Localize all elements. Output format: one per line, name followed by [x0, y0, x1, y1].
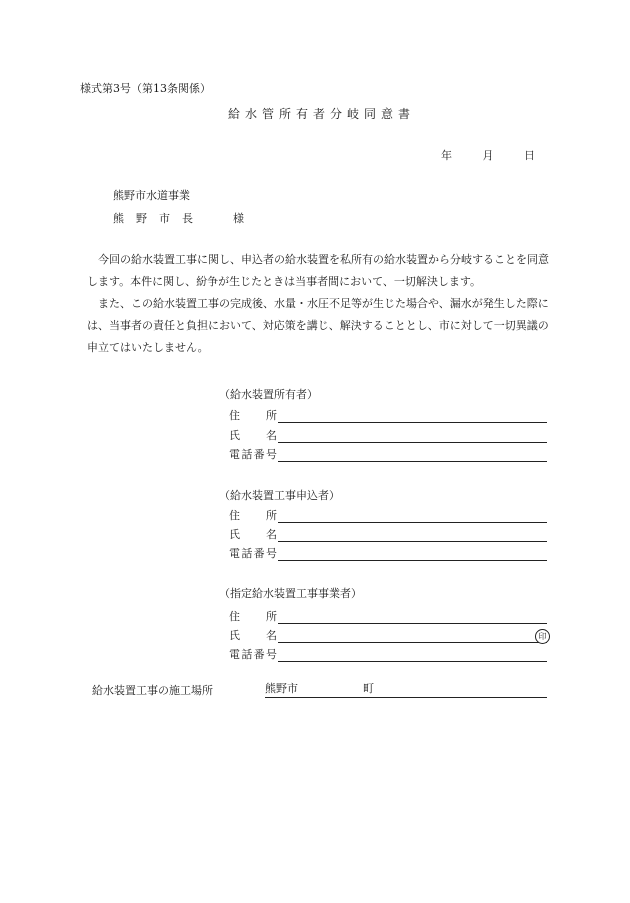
addressee-char-2: 野	[136, 212, 147, 225]
site-city-text: 熊野市	[265, 682, 298, 695]
owner-name-label: 氏 名	[229, 429, 277, 442]
owner-phone-line[interactable]	[278, 447, 547, 462]
form-number-label: 様式第3号（第13条関係）	[80, 82, 211, 95]
addressee-char-4: 長	[182, 212, 193, 225]
date-day-label: 日	[524, 149, 535, 162]
section-title-contractor: （指定給水装置工事事業者）	[219, 587, 362, 600]
contractor-name-label: 氏 名	[229, 629, 277, 642]
owner-phone-field[interactable]	[229, 448, 547, 464]
applicant-phone-label: 電話番号	[229, 547, 277, 560]
owner-name-field[interactable]	[229, 429, 547, 445]
date-year-label: 年	[441, 149, 452, 162]
applicant-phone-field[interactable]	[229, 547, 547, 563]
addressee-organization: 熊野市水道事業	[113, 189, 190, 202]
addressee-mayor	[113, 210, 244, 226]
applicant-address-line[interactable]	[278, 508, 547, 523]
applicant-address-label: 住 所	[229, 509, 277, 522]
applicant-address-field[interactable]	[229, 509, 547, 525]
construction-site-label: 給水装置工事の施工場所	[92, 684, 213, 697]
addressee-char-3: 市	[159, 212, 170, 225]
owner-address-label: 住 所	[229, 409, 277, 422]
contractor-phone-line[interactable]	[278, 647, 547, 662]
owner-name-line[interactable]	[278, 428, 547, 443]
contractor-address-line[interactable]	[278, 609, 547, 624]
document-title: 給水管所有者分岐同意書	[228, 107, 416, 121]
applicant-name-field[interactable]	[229, 528, 547, 544]
contractor-phone-field[interactable]	[229, 648, 547, 664]
contractor-phone-label: 電話番号	[229, 648, 277, 661]
addressee-honorific: 様	[233, 212, 244, 225]
consent-paragraph-1: 今回の給水装置工事に関し、申込者の給水装置を私所有の給水装置から分岐することを同意します。本件に関し、紛争が生じたときは当事者間において、一切解決します。	[87, 253, 549, 288]
contractor-name-field[interactable]	[229, 629, 547, 645]
owner-address-line[interactable]	[278, 408, 547, 423]
owner-address-field[interactable]	[229, 409, 547, 425]
construction-site-line[interactable]	[265, 683, 547, 698]
construction-site-field[interactable]	[92, 684, 547, 700]
date-line	[441, 147, 535, 163]
applicant-phone-line[interactable]	[278, 546, 547, 561]
owner-phone-label: 電話番号	[229, 448, 277, 461]
site-town-text: 町	[363, 682, 374, 695]
date-month-label: 月	[482, 149, 494, 162]
section-title-owner: （給水装置所有者）	[219, 388, 318, 401]
addressee-char-1: 熊	[113, 212, 124, 225]
section-title-applicant: （給水装置工事申込者）	[219, 489, 340, 502]
contractor-address-label: 住 所	[229, 610, 277, 623]
contractor-address-field[interactable]	[229, 610, 547, 626]
applicant-name-line[interactable]	[278, 527, 547, 542]
consent-paragraph-2: また、この給水装置工事の完成後、水量・水圧不足等が生じた場合や、漏水が発生した際には、当事者の責任と負担において、対応策を講じ、解決することとし、市に対して一切異議の申立てはいたしません。	[87, 297, 549, 354]
seal-mark-icon: 印	[535, 629, 550, 644]
applicant-name-label: 氏 名	[229, 528, 277, 541]
contractor-name-line[interactable]	[278, 628, 547, 643]
